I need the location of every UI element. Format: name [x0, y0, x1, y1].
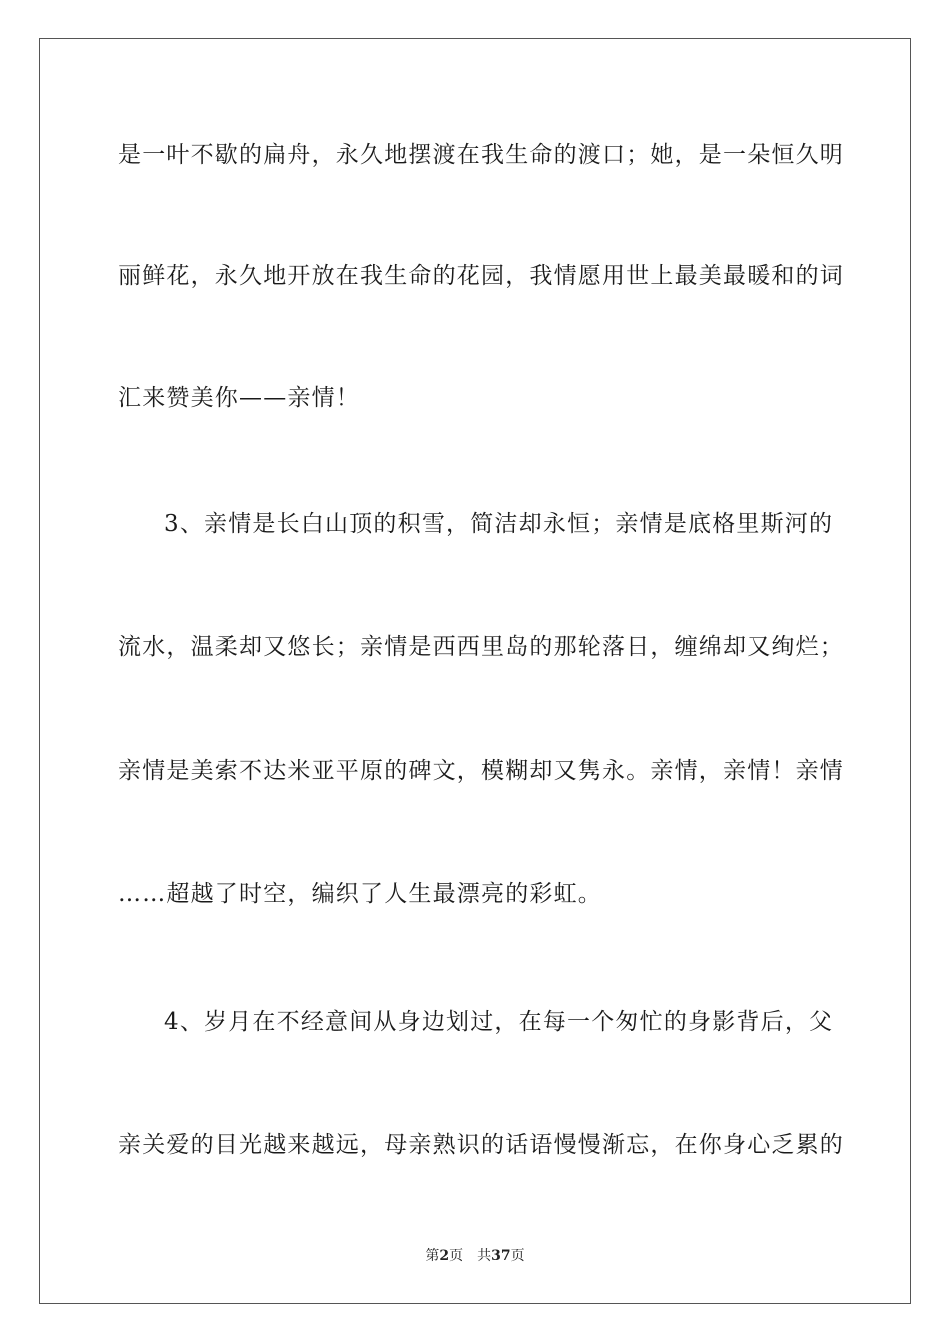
body-line-7: ……超越了时空，编织了人生最漂亮的彩虹。: [118, 881, 602, 907]
page-number: 2: [439, 1248, 450, 1264]
body-line-9: 亲关爱的目光越来越远，母亲熟识的话语慢慢渐忘，在你身心乏累的: [118, 1132, 844, 1158]
body-line-6: 亲情是美索不达米亚平原的碑文，模糊却又隽永。亲情，亲情！亲情: [118, 758, 844, 784]
page-footer: [0, 1246, 950, 1266]
body-line-3: 汇来赞美你——亲情！: [118, 385, 360, 411]
total-suffix: 页: [510, 1248, 525, 1264]
total-prefix: 共: [477, 1248, 492, 1264]
page-suffix: 页: [449, 1248, 464, 1264]
body-line-5: 流水，温柔却又悠长；亲情是西西里岛的那轮落日，缠绵却又绚烂；: [118, 634, 844, 660]
body-line-8: 4、岁月在不经意间从身边划过，在每一个匆忙的身影背后，父: [164, 1009, 834, 1035]
page-border: [39, 38, 911, 1304]
body-line-2: 丽鲜花，永久地开放在我生命的花园，我情愿用世上最美最暖和的词: [118, 263, 844, 289]
page-prefix: 第: [425, 1248, 440, 1264]
body-line-1: 是一叶不歇的扁舟，永久地摆渡在我生命的渡口；她，是一朵恒久明: [118, 142, 844, 168]
body-line-4: 3、亲情是长白山顶的积雪，简洁却永恒；亲情是底格里斯河的: [164, 511, 834, 537]
total-pages: 37: [491, 1248, 511, 1264]
